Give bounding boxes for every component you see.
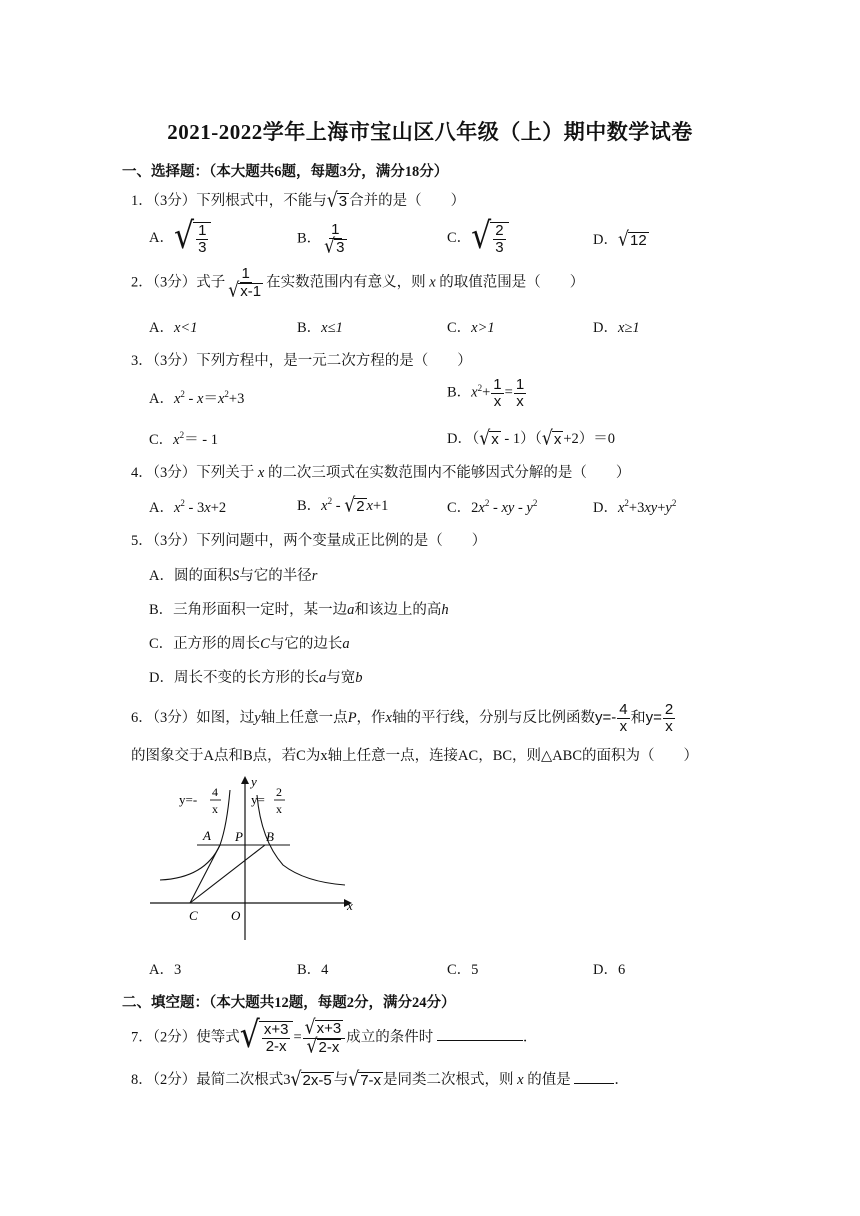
q7-answer-blank	[437, 1040, 523, 1041]
q4-option-d: D．$x^2+3xy+y^2$	[593, 498, 677, 516]
q2-option-c: C．x>1	[447, 320, 495, 336]
question-6: 6．（3分）如图，过y轴上任意一点P，作x轴的平行线，分别与反比例函数y=- $\frac{4}{x}$ 和y= $\frac{2}{x}$	[131, 701, 674, 735]
q6-figure	[145, 770, 360, 945]
q5-option-a: A．圆的面积S与它的半径r	[149, 568, 318, 584]
q6-option-c: C．5	[447, 962, 479, 978]
label-A: A	[203, 828, 211, 843]
question-2: 2．（3分）式子 1 √ x-1 在实数范围内有意义，则 x 的取值范围是（ ）	[131, 265, 585, 303]
question-7: 7．（2分）使等式 √ $\frac{x+3}{2-x}$ = √ x+3 √ 2-x 成立的条件时 ．	[131, 1015, 538, 1058]
label-y: y	[251, 774, 257, 789]
q5-option-c: C．正方形的周长C与它的边长a	[149, 636, 350, 652]
line-AC	[190, 845, 220, 903]
label-C: C	[189, 908, 198, 923]
page-title: 2021-2022学年上海市宝山区八年级（上）期中数学试卷	[167, 120, 693, 144]
question-1: 1．（3分）下列根式中，不能与 √ 3 合并的是（ ）	[131, 189, 466, 213]
q5-option-b: B．三角形面积一定时，某一边a和该边上的高h	[149, 602, 449, 618]
q6-option-b: B．4	[297, 962, 329, 978]
q8-answer-blank	[574, 1083, 614, 1084]
question-8: 8．（2分）最简二次根式3 √ 2x-5 与 √ 7-x 是同类二次根式，则 x 的值是 ．	[131, 1068, 629, 1092]
q1-option-d: D． √ 12	[593, 228, 647, 252]
q2-option-b: B．x≤1	[297, 320, 343, 336]
section-1-heading: 一、选择题：（本大题共6题，每题3分，满分18分）	[122, 164, 449, 180]
q1-option-a: A． √ $\frac{1}{3}$	[149, 222, 211, 256]
label-O: O	[231, 908, 241, 923]
label-f1-den: x	[212, 802, 218, 816]
label-x: x	[347, 898, 353, 913]
section-2-heading: 二、填空题：（本大题共12题，每题2分，满分24分）	[122, 995, 456, 1011]
question-5: 5．（3分）下列问题中，两个变量成正比例的是（ ）	[131, 533, 487, 549]
question-4: 4．（3分）下列关于 x 的二次三项式在实数范围内不能够因式分解的是（ ）	[131, 465, 631, 481]
label-B: B	[266, 829, 274, 844]
q5-option-d: D．周长不变的长方形的长a与宽b	[149, 670, 363, 686]
q4-option-b: B．$x^2$ - √ 2 x+1	[297, 494, 389, 518]
y-axis-arrow-icon	[241, 776, 249, 784]
label-P: P	[235, 829, 243, 844]
q6-option-d: D．6	[593, 962, 626, 978]
line-BC	[190, 845, 265, 903]
q3-option-d: D．（ √ x - 1）（ √ x +2）＝0	[447, 427, 616, 451]
q3-option-c: C．$x^2= - 1$	[149, 430, 218, 448]
q2-option-a: A．x<1	[149, 320, 198, 336]
label-f2: y=	[251, 792, 265, 807]
q4-option-c: C．$2x^2$ - xy - $y^2$	[447, 498, 538, 516]
question-6-line2: 的图象交于A点和B点，若C为x轴上任意一点，连接AC，BC，则△ABC的面积为（ ）	[131, 748, 699, 764]
label-f1: y=-	[179, 792, 198, 807]
q1-option-b: B． 1 √ 3	[297, 221, 345, 259]
q4-option-a: A．$x^2 - 3x+2$	[149, 498, 227, 516]
q6-option-a: A．3	[149, 962, 182, 978]
question-3: 3．（3分）下列方程中，是一元二次方程的是（ ）	[131, 353, 472, 369]
q3-option-a: A．$x^2 - x=x^2+3$	[149, 389, 245, 407]
q2-option-d: D．x≥1	[593, 320, 640, 336]
label-f2-num: 2	[276, 785, 282, 799]
q1-option-c: C． √ $\frac{2}{3}$	[447, 222, 509, 256]
q3-option-b: B．$x^2+$ $\frac{1}{x}$ = $\frac{1}{x}$	[447, 376, 525, 410]
label-f2-den: x	[276, 802, 282, 816]
label-f1-num: 4	[212, 785, 218, 799]
